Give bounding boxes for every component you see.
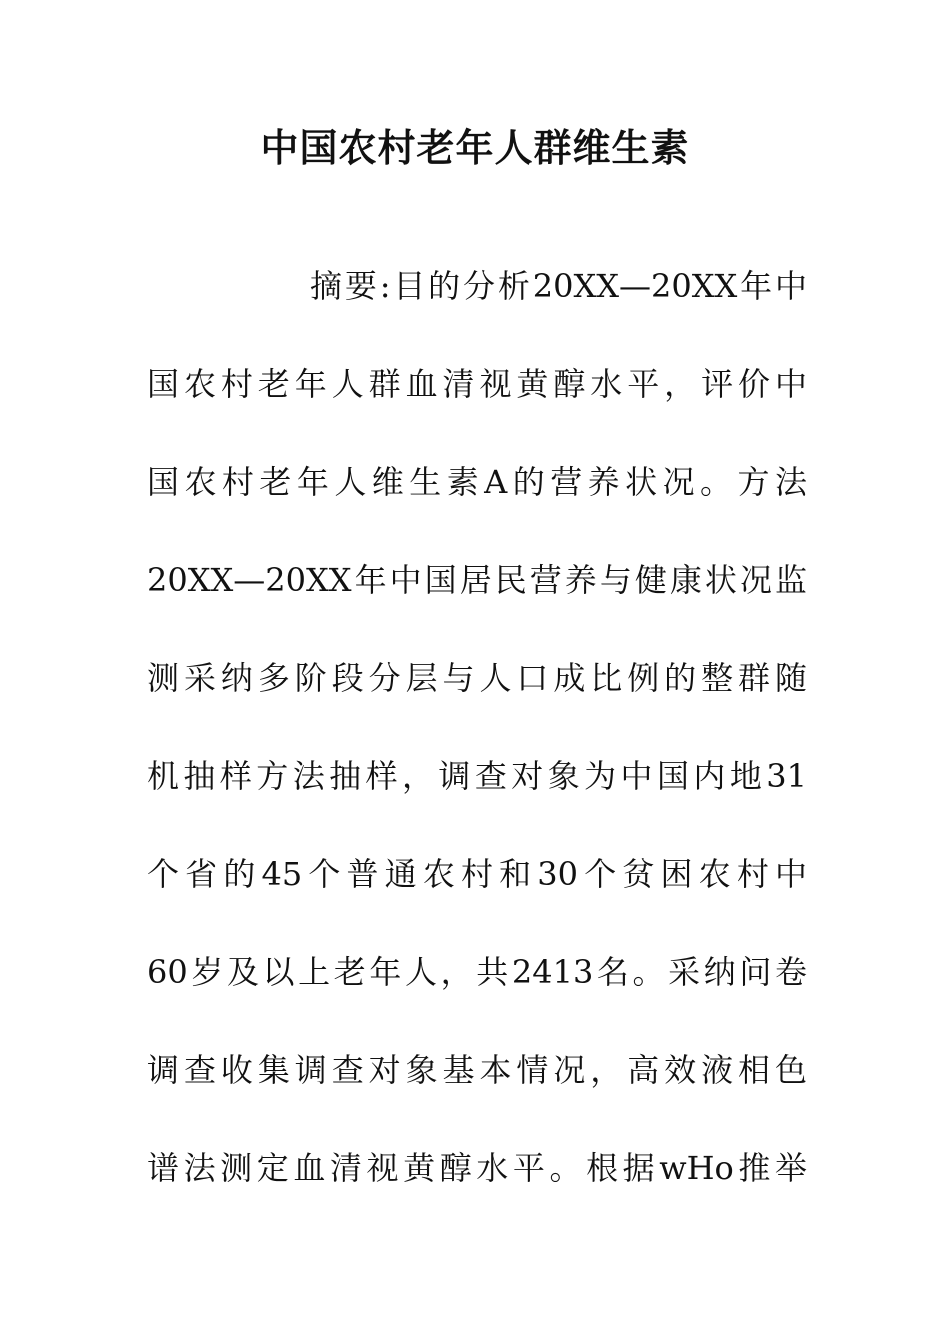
paragraph-line: 国农村老年人群血清视黄醇水平，评价中 [147,365,807,403]
document-title: 中国农村老年人群维生素 [260,126,690,170]
paragraph-line: 摘要:目的分析20XX—20XX年中 [310,267,807,305]
paragraph-line: 谱法测定血清视黄醇水平。根据wHo推举 [147,1149,807,1187]
paragraph-line: 国农村老年人维生素A的营养状况。方法 [147,463,807,501]
paragraph-line: 测采纳多阶段分层与人口成比例的整群随 [147,659,807,697]
paragraph-line: 60岁及以上老年人，共2413名。采纳问卷 [147,953,807,991]
paragraph-line: 20XX—20XX年中国居民营养与健康状况监 [147,561,807,599]
abstract-paragraph [147,253,807,1233]
paragraph-line: 调查收集调查对象基本情况，高效液相色 [147,1051,807,1089]
paragraph-line: 个省的45个普通农村和30个贫困农村中 [147,855,807,893]
paragraph-line: 机抽样方法抽样，调查对象为中国内地31 [147,757,807,795]
